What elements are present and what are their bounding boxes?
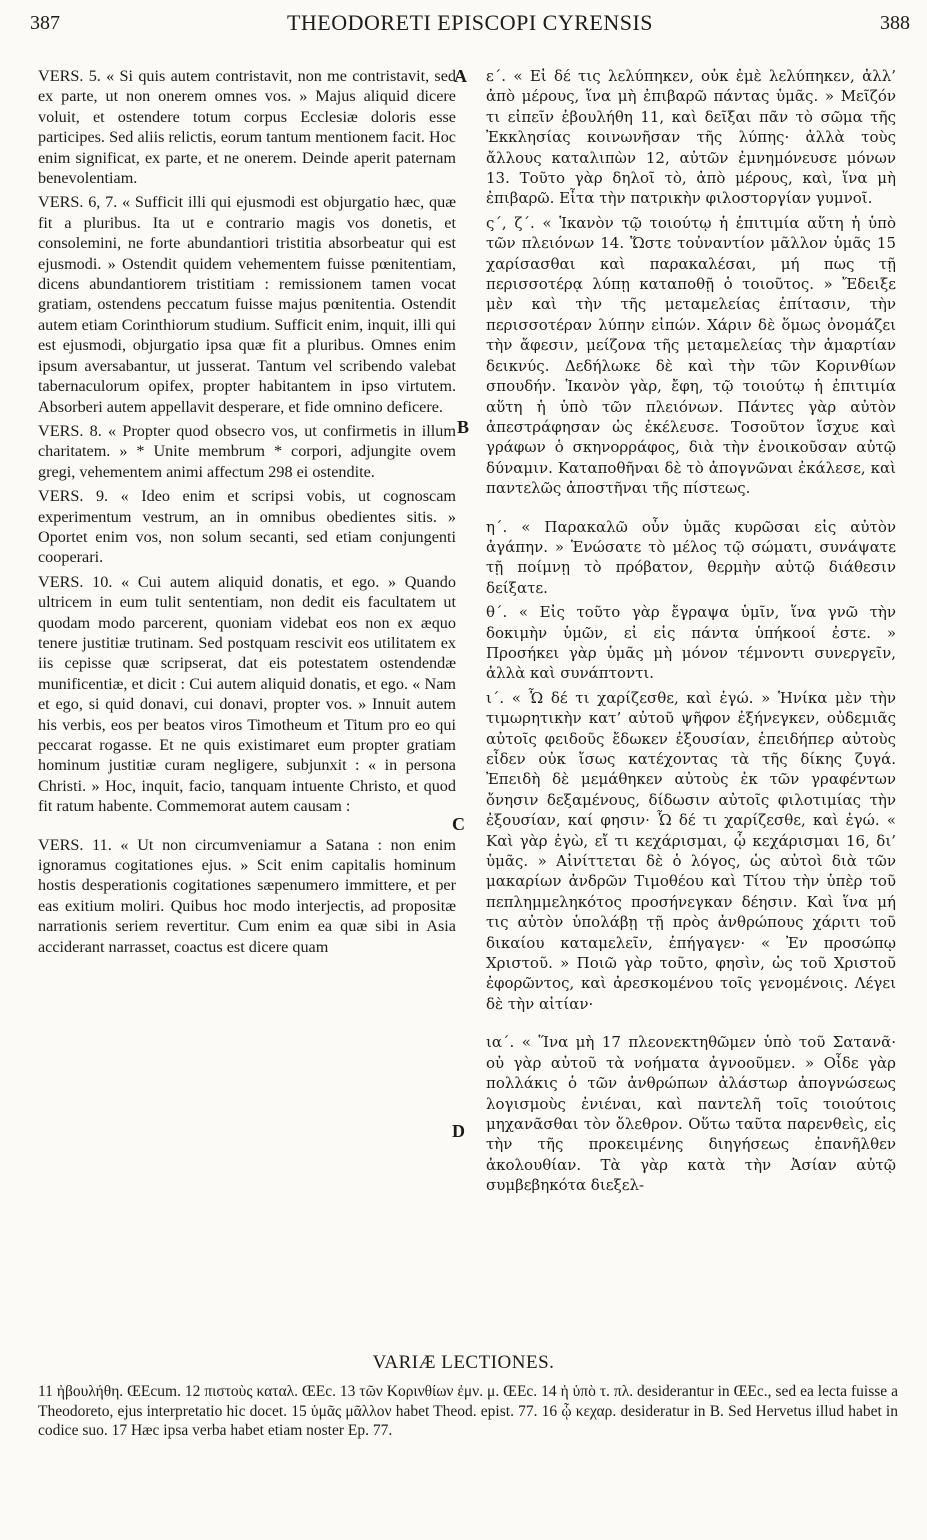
section-markers	[449, 66, 479, 1141]
margin-marker: B	[457, 417, 470, 437]
greek-column	[486, 66, 896, 1196]
margin-marker: A	[454, 66, 467, 86]
latin-paragraph: VERS. 8. « Propter quod obsecro vos, ut confirmetis in illum charitatem. » * Unite membrum * corpori, adjungite ovem gregi, vehementem animi affectum 298 ei ostendite.	[38, 421, 456, 481]
latin-paragraph: VERS. 11. « Ut non circumveniamur a Satana : non enim ignoramus cogitationes ejus. » Scit enim capitalis hominum hostis desperationis cogitationes sæpenumero immittere, et per eas exitium moliri. Quibus hoc modo interjectis, ad propositæ narrationis seriem revertitur. Cum enim ea quæ sibi in Asia acciderant narrasset, coactus est dicere quam	[38, 835, 456, 956]
variae-lectiones-notes: 11 ἠβουλήθη. ŒEcum. 12 πιστοὺς καταλ. ŒEc. 13 τῶν Κορινθίων ἐμν. μ. ŒEc. 14 ἡ ὑπὸ τ. πλ. desiderantur in ŒEc., sed ea lecta fuisse a Theodoreto, ejus interpretatio hic docet. 15 ὑμᾶς μᾶλλον habet Theod. epist. 77. 16 ᾧ κεχαρ. desideratur in B. Sed Hervetus illud habet in codice suo. 17 Hæc ipsa verba habet etiam noster Ep. 77.	[38, 1383, 898, 1439]
page-number-right: 388	[880, 12, 910, 34]
greek-paragraph: η΄. « Παρακαλῶ οὖν ὑμᾶς κυρῶσαι εἰς αὐτὸν ἀγάπην. » Ἑνώσατε τὸ μέλος τῷ σώματι, συνάψατε τῇ ποίμνῃ τὸ πρόβατον, θερμὴν αὐτῷ διάθεσιν δείξατε.	[486, 517, 896, 597]
latin-paragraph: VERS. 9. « Ideo enim et scripsi vobis, ut cognoscam experimentum vestrum, an in omnibus obedientes sitis. » Oportet enim vos, non solum secanti, sed etiam conjungenti cooperari.	[38, 487, 456, 567]
greek-paragraph: ι΄. « Ὧ δέ τι χαρίζεσθε, καὶ ἐγώ. » Ἡνίκα μὲν τὴν τιμωρητικὴν κατ’ αὐτοῦ ψῆφον ἐξήνεγκεν, οὐδεμιᾶς αὐτοῖς φειδοῦς ἔδωκεν ἐξουσίαν, ἐπειδήπερ αὐτοὺς εἶδεν οὐκ ἴσως κατέχοντας τὰ τῆς δίκης ζυγά. Ἐπειδὴ δὲ μεμάθηκεν αὐτοὺς ἐκ τῶν γραφέντων ὄνησιν δεξαμένους, δίδωσιν αὐτοῖς φιλοτιμίας τὴν ἐξουσίαν, καί φησιν· Ὧ δέ τι χαρίζεσθε, καὶ ἐγώ. « Καὶ γὰρ ἐγὼ, εἴ τι κεχάρισμαι, ᾧ κεχάρισμαι 16, δι’ ὑμᾶς. » Αἰνίττεται δὲ ὁ λόγος, ὡς αὐτοὶ διὰ τῶν μακαρίων ἀνδρῶν Τιμοθέου καὶ Τίτου τὴν ὑπὲρ τοῦ πεπλημμεληκότος προσήνεγκαν δέησιν. Καὶ ἵνα μή τις αὐτὸν ὑπολάβῃ τῇ πρὸς ἀνθρώπους χάριτι τοῦ δικαίου καταμελεῖν, ἐπήγαγεν· « Ἐν προσώπῳ Χριστοῦ. » Ποιῶ γὰρ τοῦτο, φησὶν, ὡς τοῦ Χριστοῦ ἐφορῶντος, καὶ ἀρεσκομένου τοῖς γενομένοις. Λέγει δὲ τὴν αἰτίαν·	[486, 688, 896, 1013]
page-number-left: 387	[30, 12, 60, 34]
latin-paragraph: VERS. 5. « Si quis autem contristavit, non me contristavit, sed ex parte, ut non onerem omnes vos. » Majus aliquid dicere voluit, et ostendere totum corpus Ecclesiæ doloris esse participes. Sed aliis relictis, eorum tantum mentionem facit. Hoc enim significat, ex parte, et ne onerem. Deinde aperit paternam benevolentiam.	[38, 67, 456, 188]
greek-paragraph: ς΄, ζ΄. « Ἱκανὸν τῷ τοιούτῳ ἡ ἐπιτιμία αὕτη ἡ ὑπὸ τῶν πλειόνων 14. Ὥστε τοὐναντίον μᾶλλον ὑμᾶς 15 χαρίσασθαι καὶ παρακαλέσαι, μή πως τῇ περισσοτέρᾳ λύπῃ καταποθῇ ὁ τοιοῦτος. » Ἔδειξε μὲν καὶ τὴν τῆς μεταμελείας ἐπίτασιν, τὴν περισσοτέραν λύπην εἰπών. Χάριν δὲ ὅμως ὀνομάζει τὴν ἄφεσιν, μείζονα τῆς μεταμελείας τὴν ἁμαρτίαν δεικνύς. Δεδήλωκε δὲ καὶ τὴν τῶν Κορινθίων σπουδήν. Ἱκανὸν γὰρ, ἔφη, τῷ τοιούτῳ ἡ ἐπιτιμία αὕτη ἡ ὑπὸ τῶν πλειόνων. Πάντες γὰρ αὐτὸν ἀπεστράφησαν ὡς ἐκέλευσε. Τοσοῦτον ἴσχυε καὶ γράφων ὁ σκηνορράφος, διὰ τὴν ἐνοικοῦσαν αὐτῷ δύναμιν. Καταποθῆναι δὲ τὸ ἀπογνῶναι ἐκάλεσε, καὶ παντελῶς ἀποστῆναι τῆς πίστεως.	[486, 213, 896, 498]
running-title: THEODORETI EPISCOPI CYRENSIS	[286, 10, 654, 35]
greek-paragraph: ε΄. « Εἰ δέ τις λελύπηκεν, οὐκ ἐμὲ λελύπηκεν, ἀλλ’ ἀπὸ μέρους, ἵνα μὴ ἐπιβαρῶ πάντας ὑμᾶς. » Μεῖζόν τι εἰπεῖν ἐβουλήθη 11, καὶ δεῖξαι πᾶν τὸ σῶμα τῆς Ἐκκλησίας κοινωνῆσαν τῆς λύπης· ἀλλὰ τοὺς ἄλλους καταλιπὼν 12, αὐτῶν ἐμνημόνευσε μόνων 13. Τοῦτο γὰρ δηλοῖ τὸ, ἀπὸ μέρους, καὶ, ἵνα μὴ ἐπιβαρῶ. Εἶτα τὴν πατρικὴν φιλοστοργίαν γυμνοῖ.	[486, 67, 896, 208]
margin-marker: D	[452, 1121, 465, 1141]
latin-paragraph: VERS. 10. « Cui autem aliquid donatis, et ego. » Quando ultricem in eum tulit sententiam, non dedit eis facultatem ut quodam modo parcerent, quoniam videbat eos non ex æquo tenere justitiæ trutinam. Sed postquam rescivit eos utilitatem ex iis cepisse quæ scripserat, dat eis potestatem ostendendæ munificentiæ, et dicit : Cui autem aliquid donatis, et ego. « Nam et ego, si quid donavi, cui donavi, propter vos. » Innuit autem his verbis, eos per beatos viros Timotheum et Titum pro eo qui peccarat rogasse. Et ne quis existimaret eum propter gratiam hominum justitiæ curam negligere, subjunxit : « in persona Christi. » Hoc, inquit, facio, tanquam intuente Christo, et quod fit ratum habente. Commemorat autem causam :	[38, 572, 456, 816]
variae-lectiones-title: VARIÆ LECTIONES.	[372, 1352, 555, 1373]
margin-marker: C	[452, 814, 465, 834]
latin-column	[38, 66, 456, 957]
greek-paragraph: ια΄. « Ἵνα μὴ 17 πλεονεκτηθῶμεν ὑπὸ τοῦ Σατανᾶ· οὐ γὰρ αὐτοῦ τὰ νοήματα ἀγνοοῦμεν. » Οἶδε γὰρ πολλάκις ὁ τῶν ἀνθρώπων ἀλάστωρ ἀπογνώσεως λογισμοὺς ἐνιέναι, καὶ παντελῆ τοῖς τοιούτοις μηχανᾶσθαι τὸν ὄλεθρον. Οὕτω ταῦτα παρενθεὶς, εἰς τὴν τῆς προκειμένης διηγήσεως ἐπανῆλθεν ἀκολουθίαν. Τὰ γὰρ κατὰ τὴν Ἀσίαν αὐτῷ συμβεβηκότα διεξελ-	[486, 1033, 896, 1195]
page-header	[30, 6, 910, 36]
latin-paragraph: VERS. 6, 7. « Sufficit illi qui ejusmodi est objurgatio hæc, quæ fit a pluribus. Ita ut e contrario magis vos donetis, et consolemini, ne forte abundantiori tristitia absorbeatur qui est ejusmodi. » Ostendit quidem vehementem fuisse pœnitentiam, dicens abundantiorem tristitiam : remissionem tamen vocat gratiam, ostendens peccatum fuisse majus pœnitentia. Ostendit autem etiam Corinthiorum studium. Sufficit enim, inquit, illi qui est ejusmodi, objurgatio ipsa quæ fit a pluribus. Omnes enim ipsum aversabantur, ut jusserat. Tantum vel scribendo valebat tabernaculorum opifex, propter habitantem in ipso virtutem. Absorberi autem appellavit desperare, et fide omnino deficere.	[38, 193, 456, 416]
greek-paragraph: θ΄. « Εἰς τοῦτο γὰρ ἔγραψα ὑμῖν, ἵνα γνῶ τὴν δοκιμὴν ὑμῶν, εἰ εἰς πάντα ὑπήκοοί ἐστε. » Προσήκει γὰρ ὑμᾶς μὴ μόνον τέμνοντι συνεργεῖν, ἀλλὰ καὶ συνάπτοντι.	[486, 603, 896, 683]
